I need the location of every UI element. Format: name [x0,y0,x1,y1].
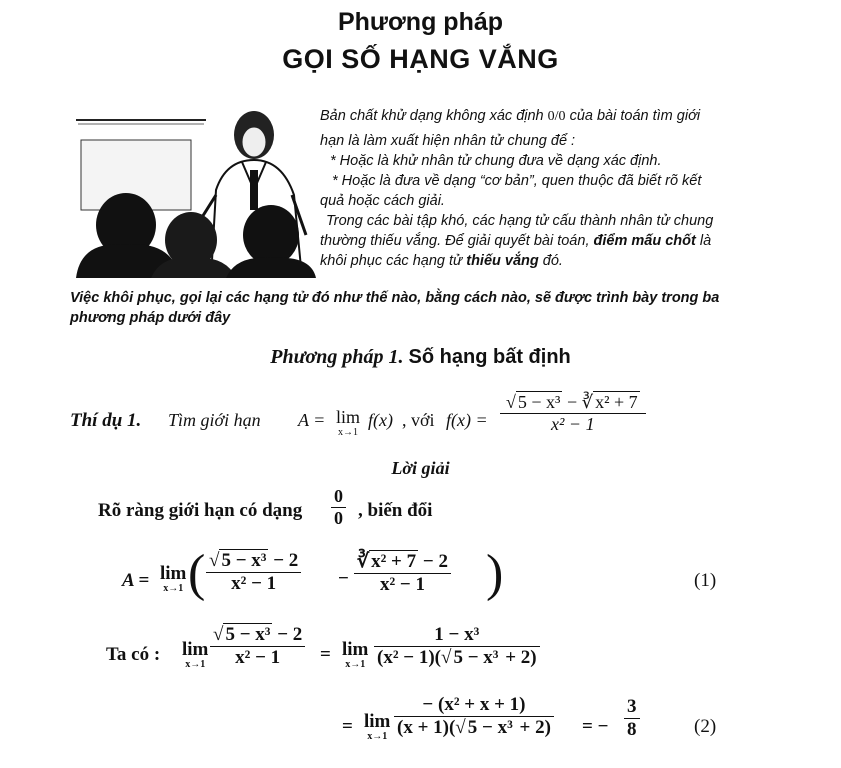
method-heading [0,346,841,369]
intro-line-1 [320,106,835,127]
we-have-label: Ta có : [106,644,161,665]
eq2-result: $\frac{3}{8}$ [624,696,640,741]
example-fraction: $\frac{\text{√ 5 − x³ − ∛ x² + 7}}{\text{x² − 1}}$ [500,392,646,435]
example-formula-a: A = [298,410,326,430]
intro-line-4: * Hoặc là đưa về dạng “cơ bản”, quen thuộc đã biết rõ kết [332,173,702,189]
title-line-1: Phương pháp [337,8,504,36]
ta-co-lim-2: lim x→1 [342,639,369,670]
methods-intro-line-1: Việc khôi phục, gọi lại các hạng tử đó như thế nào, bằng cách nào, sẽ được trình bày trong ba [70,290,720,306]
eq2-equals: = [342,716,353,737]
intro-line-1-a: Bản chất khử dạng không xác định [320,108,544,124]
intro-line-8-a: khôi phục các hạng tử [320,253,463,269]
teacher-students-image [66,100,316,278]
eq1-frac-1: $\frac{\text{√ 5 − x³ − 2}}{\text{x² − 1}}$ [206,550,301,595]
eq2-equals-2: = − [582,716,609,737]
eq2-number: (2) [694,716,717,737]
eq1-frac-2: $\frac{\text{∛ x² + 7 − 2}}{\text{x² − 1}}$ [354,550,451,596]
eq2-frac: $\frac{\text{− (x² + x + 1)}}{\text{(x + 1)(√ 5 − x³ + 2)}}$ [394,694,554,739]
eq1-lim: lim x→1 [160,563,187,594]
intro-line-7-bold: điểm mấu chốt [593,233,696,249]
ta-co-lim-1: lim x→1 [182,639,209,670]
ta-co-equals: = [320,644,331,665]
eq1-lhs: A = [122,570,150,591]
zero-over-zero: 0/0 [547,109,566,124]
classroom-illustration [66,100,316,278]
intro-paragraph [320,106,835,271]
example-lim: lim x→1 [336,407,361,438]
intro-line-1-b: của bài toán tìm giới [569,108,701,124]
ta-co-frac-2: $\frac{\text{1 − x³}}{\text{(x² − 1)(√ 5 − x³ + 2)}}$ [374,624,540,669]
example-text: Tìm giới hạn [168,410,261,430]
intro-line-3: * Hoặc là khử nhân tử chung đưa về dạng xác định. [330,153,662,169]
intro-line-8-b: đó. [542,253,563,269]
eq2-lim: lim x→1 [364,711,391,742]
example-fx-def: f(x) = [446,410,488,430]
eq1-minus: − [338,568,349,589]
method-title: Số hạng bất định [408,346,571,368]
intro-line-7 [320,231,835,251]
equation-1 [122,544,732,616]
transform-text: , biến đổi [358,500,433,521]
obvious-text: Rõ ràng giới hạn có dạng [98,500,303,521]
eq1-number: (1) [694,570,717,591]
example-fx: f(x) [368,410,393,430]
eq1-left-paren: ( [188,545,206,602]
equation-2 [342,692,742,762]
intro-line-7-b: là [699,233,712,249]
example-1 [70,392,830,452]
obvious-line [98,486,598,542]
intro-line-8 [320,251,835,271]
intro-line-2: hạn là làm xuất hiện nhân tử chung để : [320,133,576,149]
intro-line-8-bold: thiếu vắng [466,253,539,269]
eq1-right-paren: ) [486,545,504,602]
ta-co-frac-1: $\frac{\text{√ 5 − x³ − 2}}{\text{x² − 1}}$ [210,624,305,669]
methods-intro-paragraph [70,288,840,328]
zero-over-zero-fraction: $\frac{0}{0}$ [331,486,346,529]
method-label: Phương pháp 1. [270,346,404,368]
equation-ta-co [106,620,666,692]
intro-line-6: Trong các bài tập khó, các hạng tử cấu thành nhân tử chung [326,213,714,229]
methods-intro-line-2: phương pháp dưới đây [70,310,231,326]
example-with: , với [402,410,435,430]
example-label: Thí dụ 1. [70,410,142,431]
intro-line-7-a: thường thiếu vắng. Để giải quyết bài toán, [320,233,590,249]
intro-line-5: quả hoặc cách giải. [320,193,445,209]
title-line-2: GỌI SỐ HẠNG VẮNG [282,44,559,74]
solution-label: Lời giải [391,458,450,478]
